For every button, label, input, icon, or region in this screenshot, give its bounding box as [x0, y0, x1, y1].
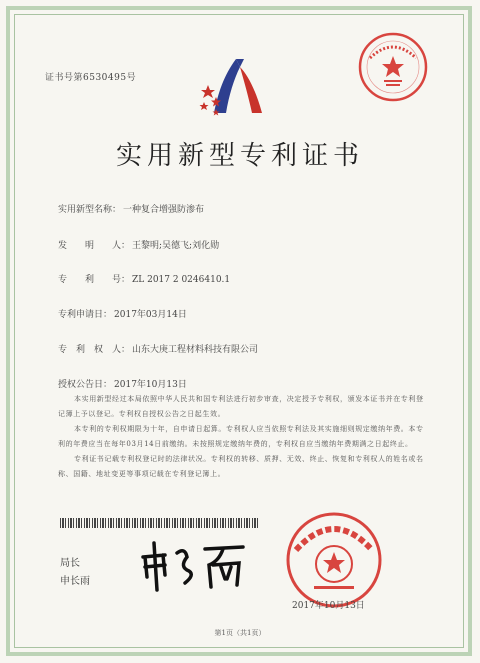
field-patent-number — [58, 272, 230, 285]
page-number: 第1页（共1页） — [214, 629, 266, 637]
field-application-date — [58, 307, 187, 320]
field-utility-model-name — [58, 202, 204, 215]
body-paragraph: 专利证书记载专利权登记时的法律状况。专利权的转移、质押、无效、终止、恢复和专利权人的姓名或名称、国籍、地址变更等事项记载在专利登记簿上。 — [58, 455, 424, 478]
signatory-name: 申长雨 — [60, 576, 90, 587]
field-value: 山东大庚工程材料科技有限公司 — [132, 345, 259, 355]
field-label: 专 利 权 人： — [58, 345, 131, 355]
field-value: ZL 2017 2 0246410.1 — [132, 275, 231, 285]
field-inventors — [58, 238, 219, 251]
field-patentee — [58, 342, 258, 355]
signing-date: 2017年10月13日 — [292, 601, 365, 611]
field-label: 授权公告日： — [58, 380, 113, 390]
field-label: 专 利 号： — [58, 275, 131, 285]
certificate-title: 实用新型专利证书 — [115, 141, 364, 171]
body-paragraph: 本专利的专利权期限为十年，自申请日起算。专利权人应当依照专利法及其实施细则规定缴纳年费。本专利的年费应当在每年03月14日前缴纳。未按照规定缴纳年费的，专利权自应当缴纳年费期满之日起终止。 — [58, 425, 424, 448]
field-value: 王黎明;吴德飞;刘化勋 — [132, 241, 220, 251]
official-seal-top-icon — [356, 30, 430, 104]
barcode — [60, 518, 260, 528]
field-value: 2017年10月13日 — [114, 380, 187, 390]
seal-bottom-text — [0, 0, 14, 1]
field-value: 一种复合增强防渗布 — [123, 205, 205, 215]
field-value: 2017年03月14日 — [114, 310, 187, 320]
official-seal-bottom-icon — [276, 510, 392, 610]
field-label: 发 明 人： — [58, 241, 131, 251]
field-label: 实用新型名称： — [58, 205, 122, 215]
handwritten-signature — [135, 535, 255, 595]
body-paragraph: 本实用新型经过本局依照中华人民共和国专利法进行初步审查，决定授予专利权，颁发本证书并在专利登记簿上予以登记。专利权自授权公告之日起生效。 — [58, 395, 424, 418]
patent-office-logo-icon — [196, 55, 276, 117]
certificate-body — [58, 392, 428, 482]
field-grant-date — [58, 377, 187, 390]
signatory-title: 局长 — [60, 558, 80, 569]
certificate-number: 证书号第6530495号 — [45, 73, 137, 83]
field-label: 专利申请日： — [58, 310, 113, 320]
